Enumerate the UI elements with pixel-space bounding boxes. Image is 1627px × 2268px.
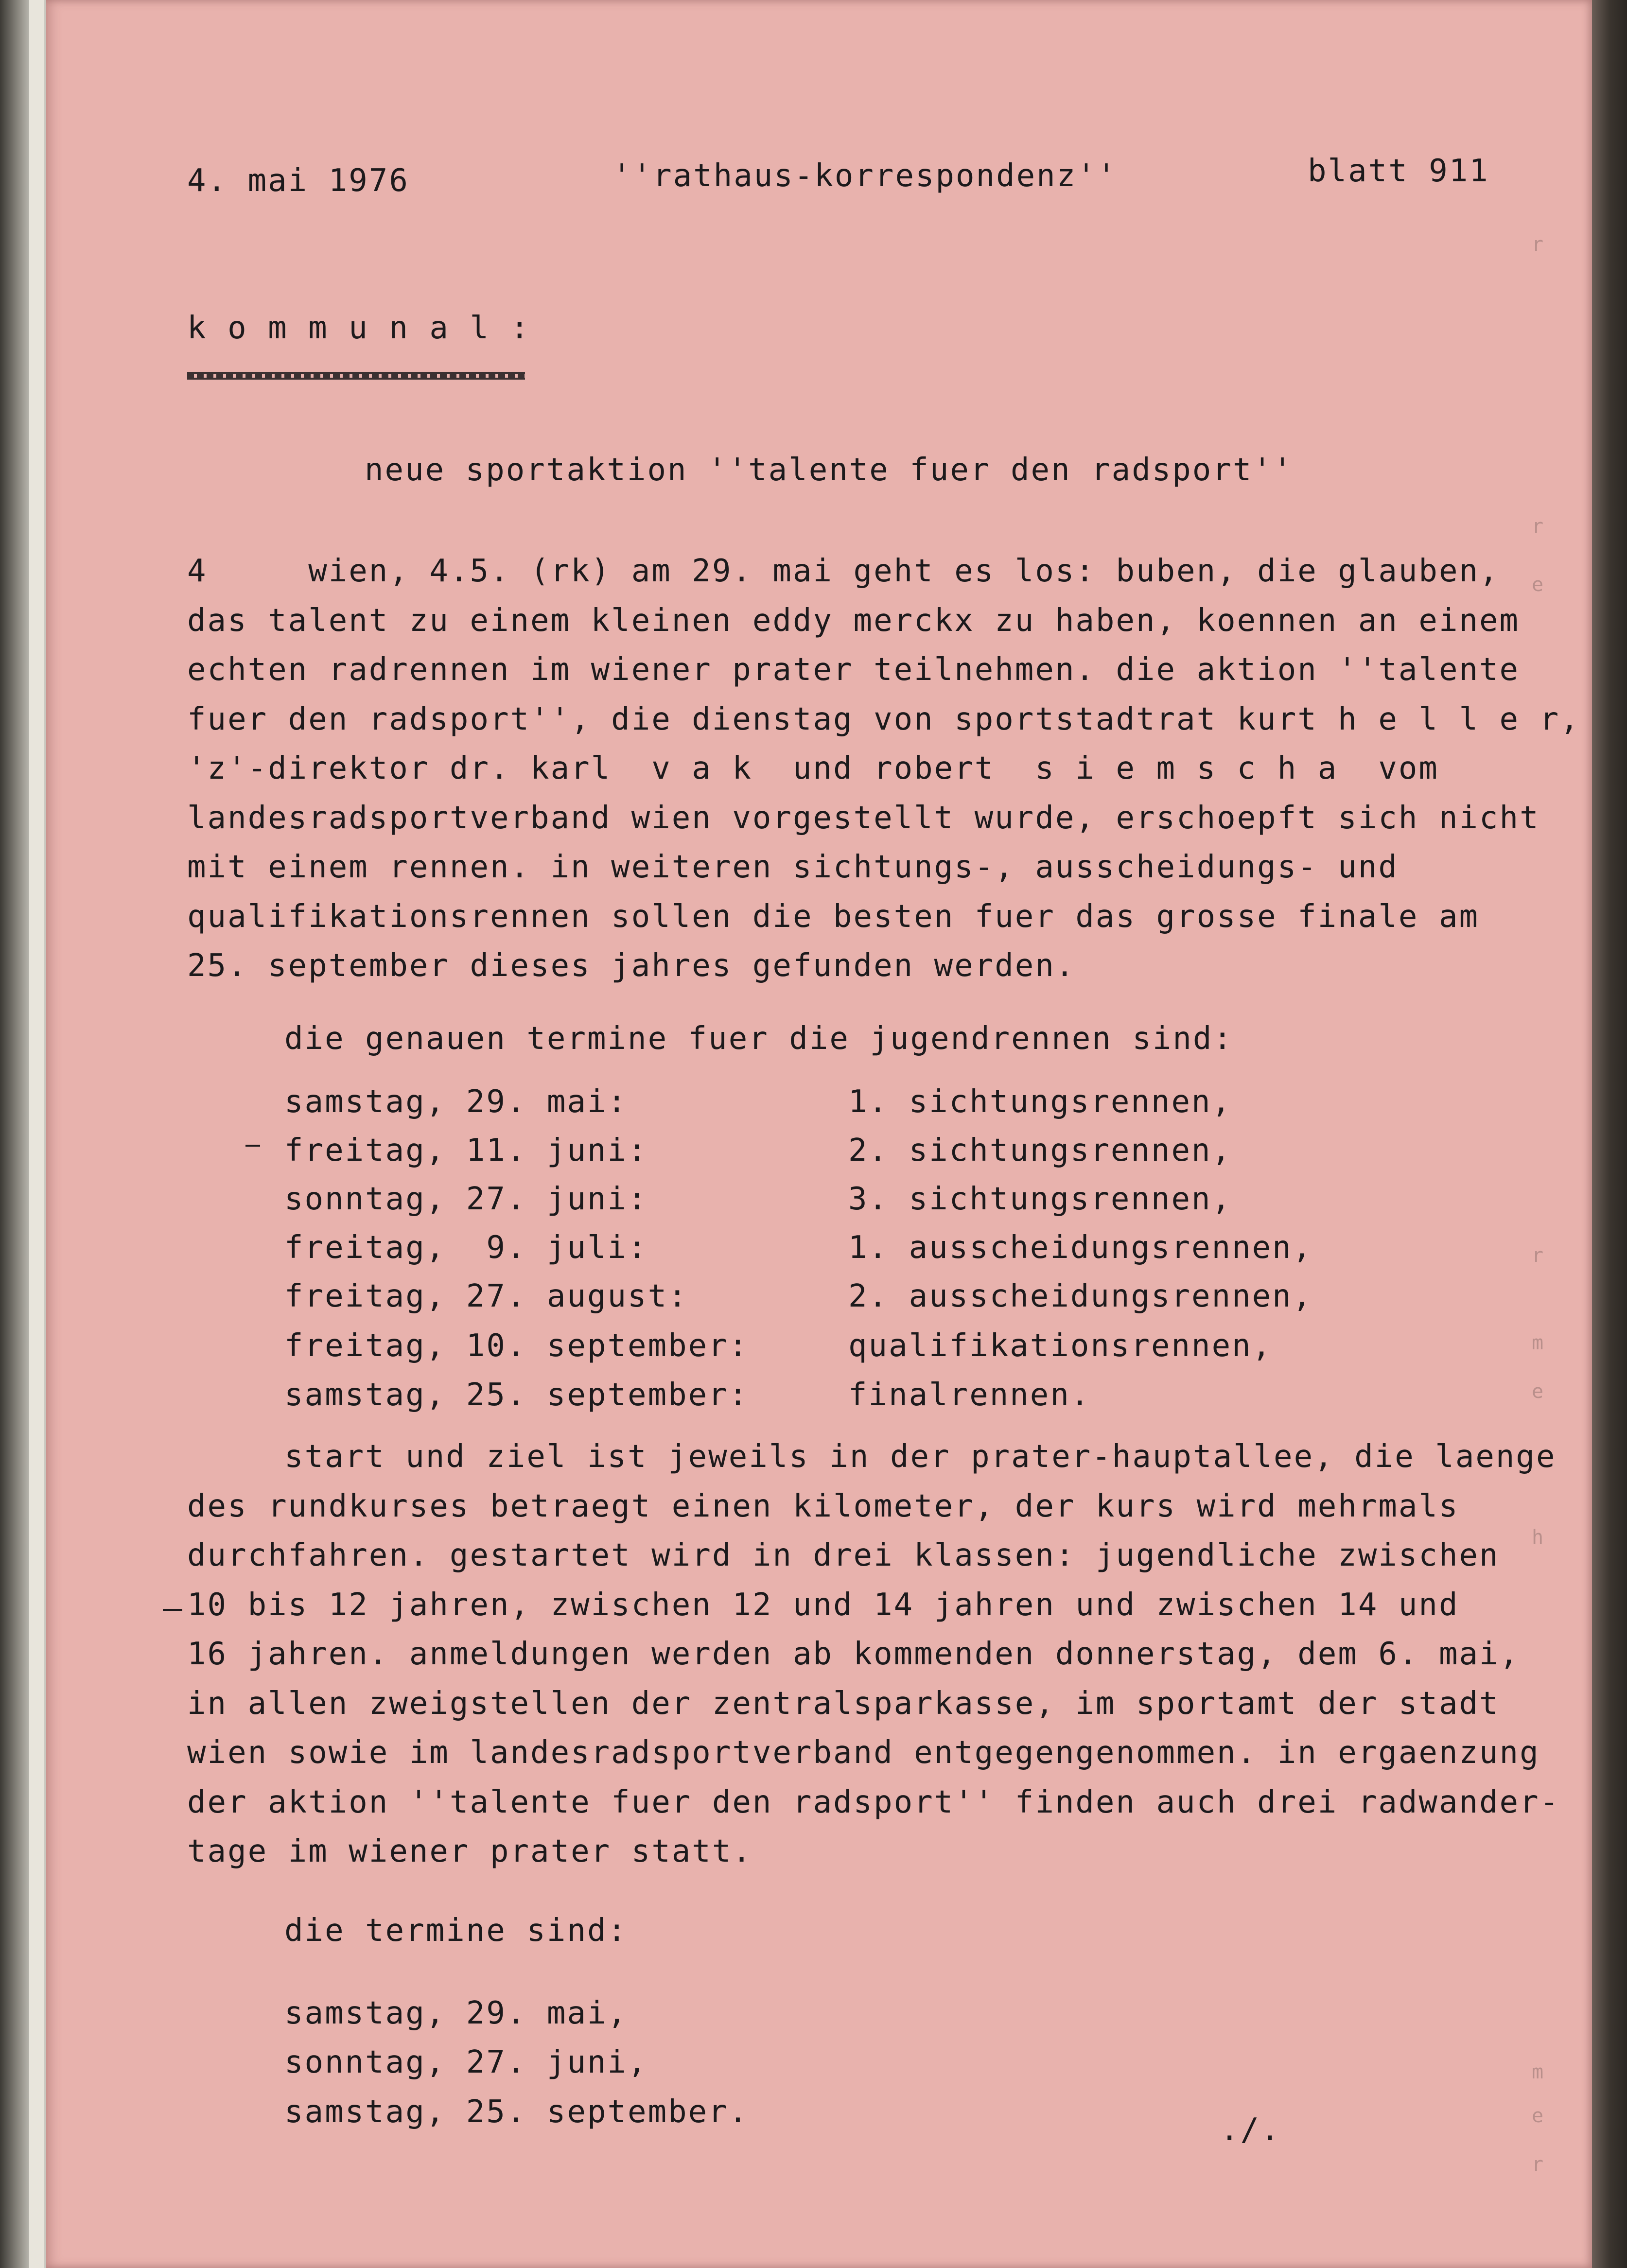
paragraph-line: wien sowie im landesradsportverband entgegengenommen. in ergaenzung xyxy=(187,1735,1540,1771)
paragraph-line: mit einem rennen. in weiteren sichtungs-, ausscheidungs- und xyxy=(187,849,1399,885)
schedule-intro: die genauen termine fuer die jugendrennen sind: xyxy=(284,1021,1233,1057)
paragraph-line: 16 jahren. anmeldungen werden ab kommenden donnerstag, dem 6. mai, xyxy=(187,1636,1520,1672)
schedule-date: freitag, 9. juli: xyxy=(284,1230,648,1266)
bleed-mark: e xyxy=(1531,574,1544,596)
paragraph-line: 4 wien, 4.5. (rk) am 29. mai geht es los: buben, die glauben, xyxy=(187,553,1500,589)
bleed-mark: r xyxy=(1531,2153,1544,2176)
binding-shadow xyxy=(0,0,53,2268)
schedule-date: freitag, 27. august: xyxy=(284,1278,688,1314)
neighbor-page-edge xyxy=(29,0,44,2268)
wandertage-intro: die termine sind: xyxy=(284,1913,628,1949)
bleed-mark: m xyxy=(1531,1332,1544,1354)
margin-dash xyxy=(163,1609,182,1611)
wandertag-date: samstag, 29. mai, xyxy=(284,1995,628,2031)
schedule-event: 3. sichtungsrennen, xyxy=(848,1181,1232,1217)
paragraph-line: fuer den radsport'', die dienstag von sportstadtrat kurt h e l l e r, xyxy=(187,701,1580,737)
schedule-date: freitag, 11. juni: xyxy=(284,1133,648,1169)
schedule-event: 2. sichtungsrennen, xyxy=(848,1133,1232,1169)
schedule-date: sonntag, 27. juni: xyxy=(284,1181,648,1217)
bleed-mark: r xyxy=(1531,1244,1544,1267)
header-publication: ''rathaus-korrespondenz'' xyxy=(612,158,1118,194)
bleed-mark: e xyxy=(1531,2105,1544,2127)
schedule-event: 1. ausscheidungsrennen, xyxy=(848,1230,1313,1266)
bleed-mark: r xyxy=(1531,233,1544,256)
paragraph-line: qualifikationsrennen sollen die besten fuer das grosse finale am xyxy=(187,899,1479,935)
paragraph-line: der aktion ''talente fuer den radsport'' finden auch drei radwander- xyxy=(187,1784,1560,1820)
paragraph-line: durchfahren. gestartet wird in drei klassen: jugendliche zwischen xyxy=(187,1537,1500,1573)
page-edge-shadow xyxy=(1592,0,1627,2268)
paragraph-line: 10 bis 12 jahren, zwischen 12 und 14 jahren und zwischen 14 und xyxy=(187,1587,1459,1623)
paragraph-line: das talent zu einem kleinen eddy merckx zu haben, koennen an einem xyxy=(187,603,1520,639)
schedule-date: samstag, 29. mai: xyxy=(284,1084,628,1120)
paragraph-line: landesradsportverband wien vorgestellt wurde, erschoepft sich nicht xyxy=(187,800,1540,836)
paragraph-line: tage im wiener prater statt. xyxy=(187,1833,752,1869)
section-title: k o m m u n a l : xyxy=(187,310,531,346)
schedule-date: freitag, 10. september: xyxy=(284,1328,749,1364)
article-headline: neue sportaktion ''talente fuer den radsport'' xyxy=(365,452,1294,488)
typing-mark xyxy=(245,1145,260,1147)
schedule-event: 1. sichtungsrennen, xyxy=(848,1084,1232,1120)
wandertag-date: sonntag, 27. juni, xyxy=(284,2044,648,2080)
paragraph-line: start und ziel ist jeweils in der prater-hauptallee, die laenge xyxy=(284,1439,1557,1475)
bleed-mark: h xyxy=(1531,1526,1544,1549)
header-sheet-number: blatt 911 xyxy=(1308,153,1489,189)
paragraph-line: in allen zweigstellen der zentralsparkasse, im sportamt der stadt xyxy=(187,1686,1500,1722)
continuation-mark: ./. xyxy=(1220,2112,1281,2148)
schedule-event: 2. ausscheidungsrennen, xyxy=(848,1278,1313,1314)
bleed-mark: m xyxy=(1531,2061,1544,2083)
paragraph-line: des rundkurses betraegt einen kilometer, der kurs wird mehrmals xyxy=(187,1488,1459,1524)
paragraph-line: 25. september dieses jahres gefunden werden. xyxy=(187,948,1076,984)
wandertag-date: samstag, 25. september. xyxy=(284,2094,749,2130)
header-date: 4. mai 1976 xyxy=(187,163,409,199)
section-title-rule xyxy=(187,372,525,380)
schedule-event: finalrennen. xyxy=(848,1377,1091,1413)
paragraph-line: 'z'-direktor dr. karl v a k und robert s i e m s c h a vom xyxy=(187,750,1439,786)
schedule-event: qualifikationsrennen, xyxy=(848,1328,1273,1364)
bleed-mark: r xyxy=(1531,515,1544,538)
paragraph-line: echten radrennen im wiener prater teilnehmen. die aktion ''talente xyxy=(187,652,1520,688)
bleed-mark: e xyxy=(1531,1380,1544,1403)
schedule-date: samstag, 25. september: xyxy=(284,1377,749,1413)
